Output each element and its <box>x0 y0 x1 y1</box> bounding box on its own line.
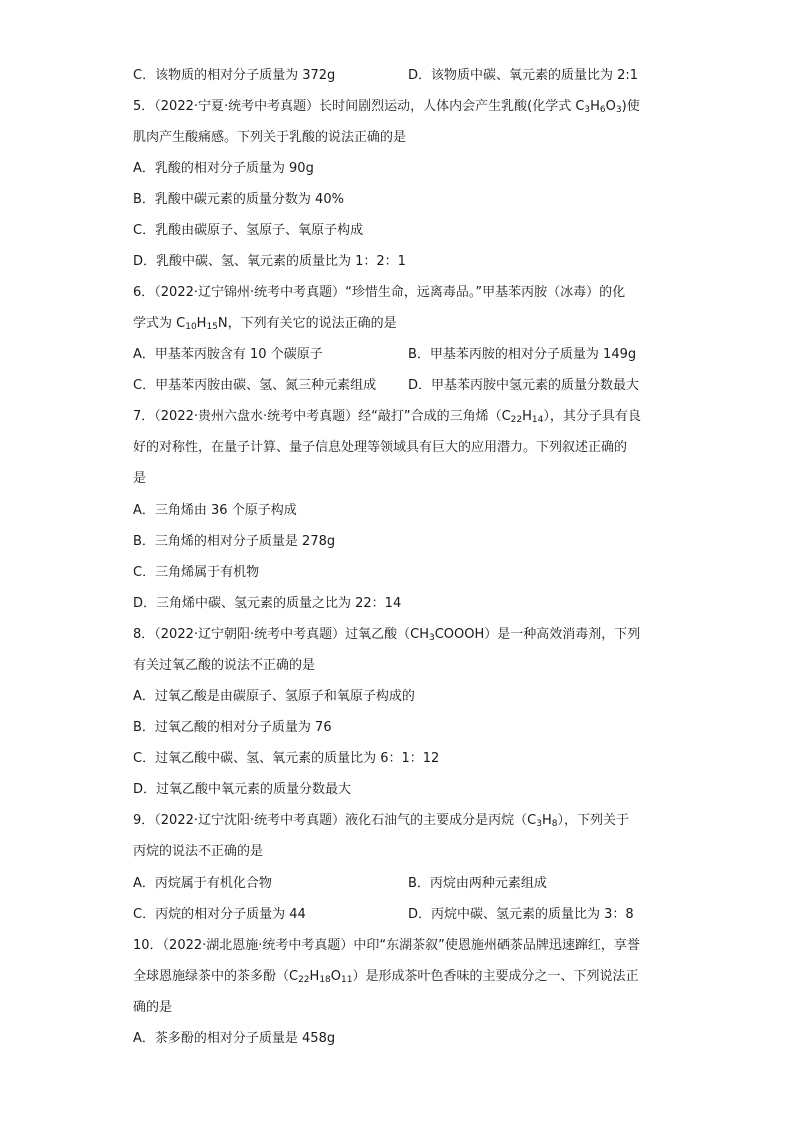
q8-option-d: D．过氧乙酸中氧元素的质量分数最大 <box>133 782 352 797</box>
q6-stem-line-2: 学式为 $C_{10}H_{15}N$，下列有关它的说法正确的是 <box>133 316 397 332</box>
q8-option-b: B．过氧乙酸的相对分子质量为 76 <box>133 720 332 735</box>
q9-option-c: C．丙烷的相对分子质量为 44 <box>133 907 306 922</box>
q10-stem-line-3: 确的是 <box>133 1000 173 1015</box>
q4-option-c: C．该物质的相对分子质量为 372g <box>133 68 336 83</box>
q8-stem-line-1: 8．（2022·辽宁朝阳·统考中考真题）过氧乙酸$(CH_3COOOH)$是一种高效消毒剂，下列 <box>133 627 641 643</box>
q5-stem-line-1: 5．（2022·宁夏·统考中考真题）长时间剧烈运动，人体内会产生乳酸(化学式 $C_3H_6O_3$)使 <box>133 99 640 115</box>
q9-stem-line-1: 9．（2022·辽宁沈阳·统考中考真题）液化石油气的主要成分是丙烷$(C_3H_8)$，下列关于 <box>133 813 629 829</box>
q7-option-a: A．三角烯由 36 个原子构成 <box>133 503 297 518</box>
q6-option-d: D．甲基苯丙胺中氢元素的质量分数最大 <box>408 378 640 393</box>
q5-option-c: C．乳酸由碳原子、氢原子、氧原子构成 <box>133 223 364 238</box>
q9-stem-line-2: 丙烷的说法不正确的是 <box>133 844 264 859</box>
q7-stem-line-3: 是 <box>133 471 147 486</box>
q5-option-d: D．乳酸中碳、氢、氧元素的质量比为 1：2：1 <box>133 254 406 269</box>
q6-option-c: C．甲基苯丙胺由碳、氢、氮三种元素组成 <box>133 378 377 393</box>
q10-stem-line-1: 10．（2022·湖北恩施·统考中考真题）中印“东湖茶叙”使恩施州硒茶品牌迅速蹿红，享誉 <box>133 938 640 953</box>
q7-option-b: B．三角烯的相对分子质量是 278g <box>133 534 336 549</box>
q8-stem-line-2: 有关过氧乙酸的说法不正确的是 <box>133 658 316 673</box>
q7-option-d: D．三角烯中碳、氢元素的质量之比为 22：14 <box>133 596 402 611</box>
q10-option-a: A．茶多酚的相对分子质量是 458g <box>133 1031 336 1046</box>
q7-option-c: C．三角烯属于有机物 <box>133 565 260 580</box>
q6-option-a: A．甲基苯丙胺含有 10 个碳原子 <box>133 347 323 362</box>
q10-stem-line-2: 全球恩施绿茶中的茶多酚$(C_{22}H_{18}O_{11})$是形成茶叶色香味的主要成分之一、下列说法正 <box>133 969 639 985</box>
q5-option-a: A．乳酸的相对分子质量为 90g <box>133 161 314 176</box>
q7-stem-line-2: 好的对称性，在量子计算、量子信息处理等领域具有巨大的应用潜力。下列叙述正确的 <box>133 440 628 455</box>
q8-option-c: C．过氧乙酸中碳、氢、氧元素的质量比为 6：1：12 <box>133 751 440 766</box>
q9-option-a: A．丙烷属于有机化合物 <box>133 876 272 891</box>
q7-stem-line-1: 7．（2022·贵州六盘水·统考中考真题）经“敲打”合成的三角烯$(C_{22}H_{14})$，其分子具有良 <box>133 409 641 425</box>
q5-stem-line-2: 肌肉产生酸痛感。下列关于乳酸的说法正确的是 <box>133 130 407 145</box>
q4-option-d: D．该物质中碳、氧元素的质量比为 2:1 <box>408 68 639 83</box>
q6-option-b: B．甲基苯丙胺的相对分子质量为 149g <box>408 347 637 362</box>
q9-option-d: D．丙烷中碳、氢元素的质量比为 3：8 <box>408 907 634 922</box>
q5-option-b: B．乳酸中碳元素的质量分数为 40% <box>133 192 344 207</box>
q6-stem-line-1: 6．（2022·辽宁锦州·统考中考真题）“珍惜生命，远离毒品。”甲基苯丙胺（冰毒）的化 <box>133 285 626 300</box>
q9-option-b: B．丙烷由两种元素组成 <box>408 876 547 891</box>
q8-option-a: A．过氧乙酸是由碳原子、氢原子和氧原子构成的 <box>133 689 415 704</box>
